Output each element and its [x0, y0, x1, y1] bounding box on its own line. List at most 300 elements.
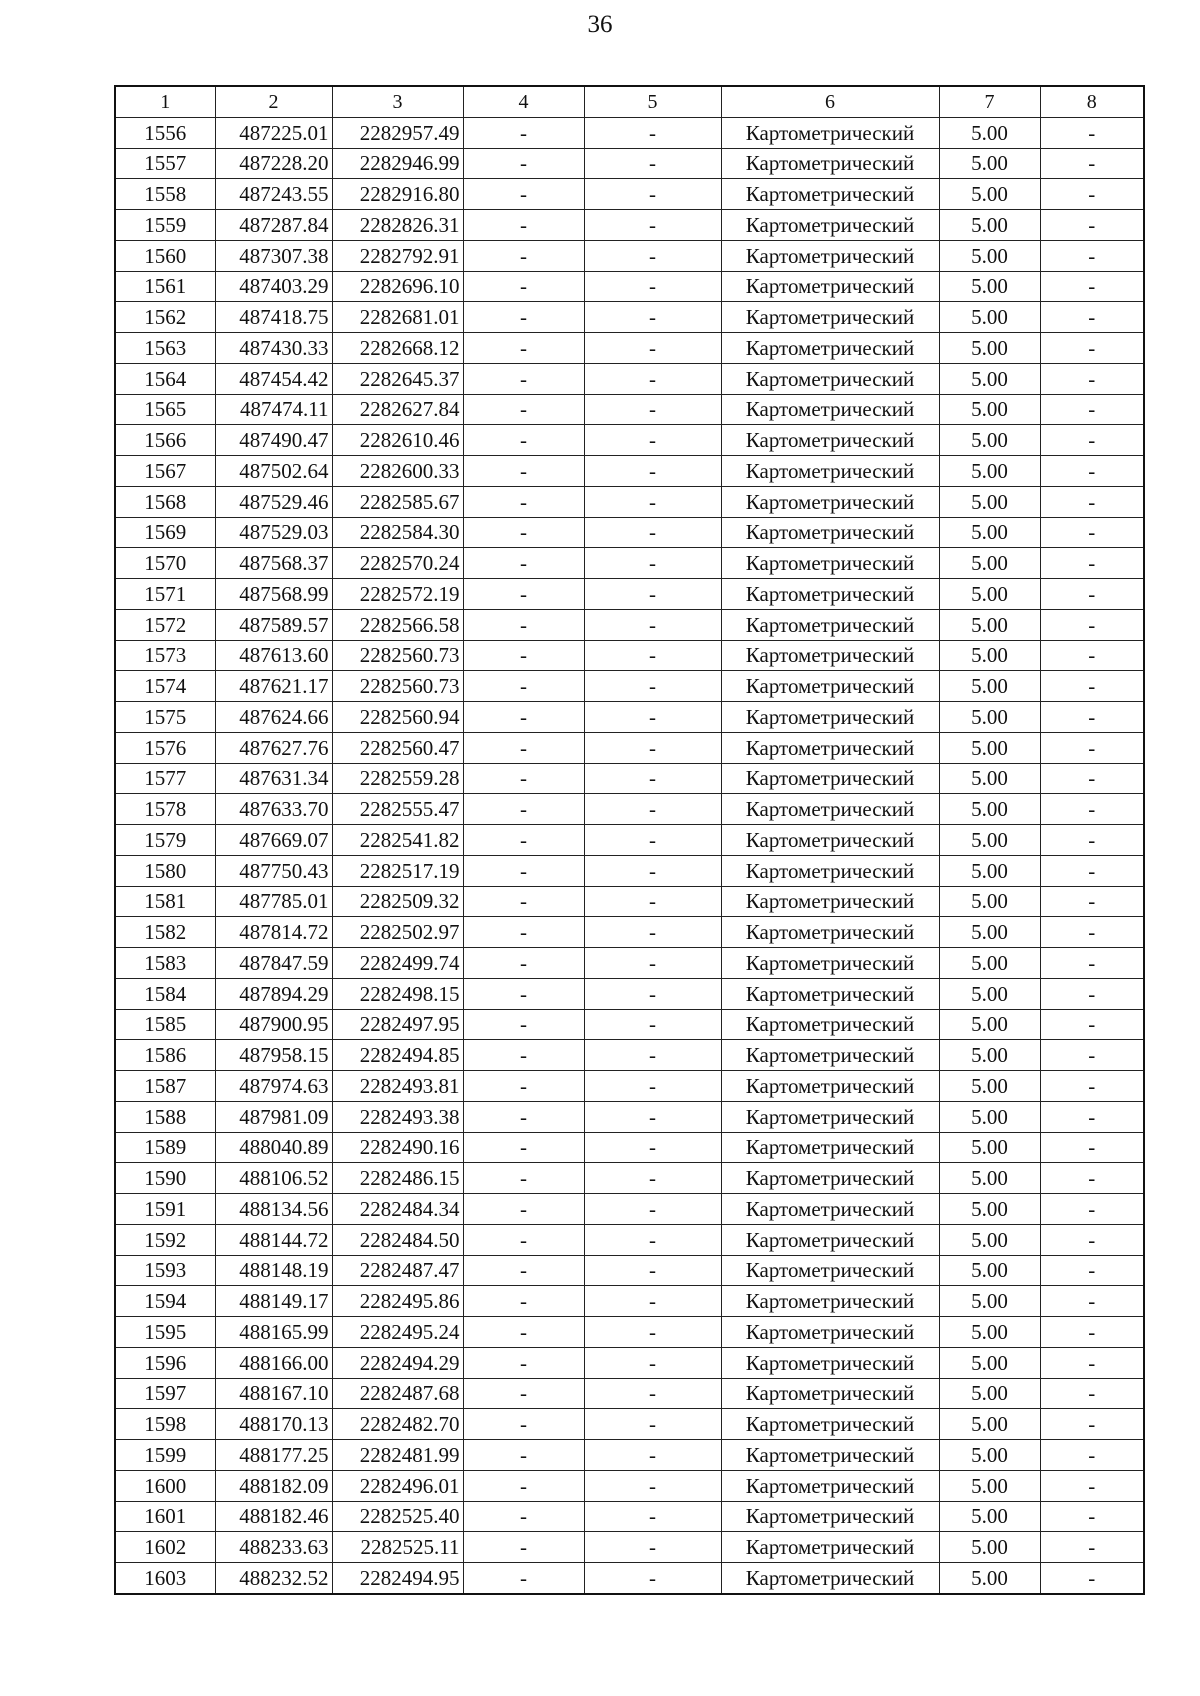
table-row — [115, 240, 1144, 271]
column-4-cell: - — [463, 1563, 584, 1594]
column-5-cell: - — [584, 671, 721, 702]
method-cell: Картометрический — [721, 394, 939, 425]
column-8-cell: - — [1040, 1286, 1144, 1317]
table-row — [115, 148, 1144, 179]
column-8-cell: - — [1040, 240, 1144, 271]
point-number-cell: 1574 — [115, 671, 215, 702]
x-coordinate-cell: 488170.13 — [215, 1409, 332, 1440]
column-4-cell: - — [463, 333, 584, 364]
column-4-cell: - — [463, 1071, 584, 1102]
column-8-cell: - — [1040, 978, 1144, 1009]
method-cell: Картометрический — [721, 948, 939, 979]
point-number-cell: 1586 — [115, 1040, 215, 1071]
x-coordinate-cell: 488166.00 — [215, 1347, 332, 1378]
x-coordinate-cell: 488148.19 — [215, 1255, 332, 1286]
table-row — [115, 486, 1144, 517]
point-number-cell: 1591 — [115, 1194, 215, 1225]
column-4-cell: - — [463, 702, 584, 733]
column-8-cell: - — [1040, 425, 1144, 456]
column-header: 1 — [115, 86, 215, 117]
point-number-cell: 1560 — [115, 240, 215, 271]
point-number-cell: 1597 — [115, 1378, 215, 1409]
accuracy-cell: 5.00 — [939, 1040, 1040, 1071]
table-row — [115, 456, 1144, 487]
point-number-cell: 1556 — [115, 117, 215, 148]
table-row — [115, 1409, 1144, 1440]
column-5-cell: - — [584, 1378, 721, 1409]
method-cell: Картометрический — [721, 179, 939, 210]
x-coordinate-cell: 487403.29 — [215, 271, 332, 302]
column-8-cell: - — [1040, 333, 1144, 364]
method-cell: Картометрический — [721, 117, 939, 148]
accuracy-cell: 5.00 — [939, 1132, 1040, 1163]
point-number-cell: 1563 — [115, 333, 215, 364]
y-coordinate-cell: 2282494.29 — [332, 1347, 463, 1378]
column-8-cell: - — [1040, 1317, 1144, 1348]
y-coordinate-cell: 2282517.19 — [332, 855, 463, 886]
x-coordinate-cell: 488177.25 — [215, 1440, 332, 1471]
y-coordinate-cell: 2282957.49 — [332, 117, 463, 148]
x-coordinate-cell: 487627.76 — [215, 732, 332, 763]
column-5-cell: - — [584, 1440, 721, 1471]
y-coordinate-cell: 2282499.74 — [332, 948, 463, 979]
y-coordinate-cell: 2282560.73 — [332, 671, 463, 702]
table-row — [115, 1101, 1144, 1132]
y-coordinate-cell: 2282497.95 — [332, 1009, 463, 1040]
column-4-cell: - — [463, 794, 584, 825]
y-coordinate-cell: 2282559.28 — [332, 763, 463, 794]
column-4-cell: - — [463, 456, 584, 487]
column-5-cell: - — [584, 117, 721, 148]
column-4-cell: - — [463, 917, 584, 948]
column-5-cell: - — [584, 1470, 721, 1501]
y-coordinate-cell: 2282509.32 — [332, 886, 463, 917]
column-4-cell: - — [463, 148, 584, 179]
column-8-cell: - — [1040, 1347, 1144, 1378]
accuracy-cell: 5.00 — [939, 394, 1040, 425]
column-8-cell: - — [1040, 1409, 1144, 1440]
column-5-cell: - — [584, 1101, 721, 1132]
table-row — [115, 1132, 1144, 1163]
column-8-cell: - — [1040, 917, 1144, 948]
column-5-cell: - — [584, 917, 721, 948]
y-coordinate-cell: 2282916.80 — [332, 179, 463, 210]
column-8-cell: - — [1040, 210, 1144, 241]
column-header: 6 — [721, 86, 939, 117]
point-number-cell: 1559 — [115, 210, 215, 241]
x-coordinate-cell: 487474.11 — [215, 394, 332, 425]
x-coordinate-cell: 487613.60 — [215, 640, 332, 671]
column-8-cell: - — [1040, 302, 1144, 333]
x-coordinate-cell: 487633.70 — [215, 794, 332, 825]
column-8-cell: - — [1040, 394, 1144, 425]
method-cell: Картометрический — [721, 1009, 939, 1040]
x-coordinate-cell: 488106.52 — [215, 1163, 332, 1194]
column-4-cell: - — [463, 886, 584, 917]
column-8-cell: - — [1040, 548, 1144, 579]
column-4-cell: - — [463, 1378, 584, 1409]
table-row — [115, 1317, 1144, 1348]
point-number-cell: 1573 — [115, 640, 215, 671]
x-coordinate-cell: 487847.59 — [215, 948, 332, 979]
table-row — [115, 1163, 1144, 1194]
x-coordinate-cell: 488134.56 — [215, 1194, 332, 1225]
column-4-cell: - — [463, 1132, 584, 1163]
column-4-cell: - — [463, 671, 584, 702]
column-8-cell: - — [1040, 1532, 1144, 1563]
accuracy-cell: 5.00 — [939, 1255, 1040, 1286]
method-cell: Картометрический — [721, 978, 939, 1009]
column-4-cell: - — [463, 1501, 584, 1532]
table-row — [115, 609, 1144, 640]
y-coordinate-cell: 2282555.47 — [332, 794, 463, 825]
table-row — [115, 517, 1144, 548]
point-number-cell: 1602 — [115, 1532, 215, 1563]
column-header: 3 — [332, 86, 463, 117]
accuracy-cell: 5.00 — [939, 210, 1040, 241]
column-8-cell: - — [1040, 517, 1144, 548]
accuracy-cell: 5.00 — [939, 1071, 1040, 1102]
accuracy-cell: 5.00 — [939, 517, 1040, 548]
accuracy-cell: 5.00 — [939, 1101, 1040, 1132]
y-coordinate-cell: 2282525.40 — [332, 1501, 463, 1532]
column-4-cell: - — [463, 548, 584, 579]
column-8-cell: - — [1040, 640, 1144, 671]
accuracy-cell: 5.00 — [939, 1317, 1040, 1348]
table-row — [115, 425, 1144, 456]
column-5-cell: - — [584, 886, 721, 917]
point-number-cell: 1593 — [115, 1255, 215, 1286]
column-5-cell: - — [584, 210, 721, 241]
table-row — [115, 302, 1144, 333]
accuracy-cell: 5.00 — [939, 1563, 1040, 1594]
column-4-cell: - — [463, 579, 584, 610]
method-cell: Картометрический — [721, 1378, 939, 1409]
table-row — [115, 855, 1144, 886]
x-coordinate-cell: 487418.75 — [215, 302, 332, 333]
accuracy-cell: 5.00 — [939, 1224, 1040, 1255]
column-5-cell: - — [584, 179, 721, 210]
point-number-cell: 1599 — [115, 1440, 215, 1471]
column-8-cell: - — [1040, 117, 1144, 148]
method-cell: Картометрический — [721, 825, 939, 856]
coordinates-table — [114, 85, 1145, 1595]
accuracy-cell: 5.00 — [939, 240, 1040, 271]
method-cell: Картометрический — [721, 763, 939, 794]
column-8-cell: - — [1040, 1071, 1144, 1102]
accuracy-cell: 5.00 — [939, 456, 1040, 487]
method-cell: Картометрический — [721, 1286, 939, 1317]
y-coordinate-cell: 2282498.15 — [332, 978, 463, 1009]
method-cell: Картометрический — [721, 1532, 939, 1563]
column-4-cell: - — [463, 1317, 584, 1348]
accuracy-cell: 5.00 — [939, 1440, 1040, 1471]
x-coordinate-cell: 487228.20 — [215, 148, 332, 179]
column-4-cell: - — [463, 1194, 584, 1225]
y-coordinate-cell: 2282600.33 — [332, 456, 463, 487]
accuracy-cell: 5.00 — [939, 1009, 1040, 1040]
column-4-cell: - — [463, 948, 584, 979]
point-number-cell: 1583 — [115, 948, 215, 979]
column-4-cell: - — [463, 825, 584, 856]
x-coordinate-cell: 487568.37 — [215, 548, 332, 579]
y-coordinate-cell: 2282481.99 — [332, 1440, 463, 1471]
y-coordinate-cell: 2282494.85 — [332, 1040, 463, 1071]
table-row — [115, 363, 1144, 394]
method-cell: Картометрический — [721, 1563, 939, 1594]
method-cell: Картометрический — [721, 1409, 939, 1440]
x-coordinate-cell: 488149.17 — [215, 1286, 332, 1317]
column-5-cell: - — [584, 1563, 721, 1594]
accuracy-cell: 5.00 — [939, 1286, 1040, 1317]
point-number-cell: 1580 — [115, 855, 215, 886]
column-4-cell: - — [463, 978, 584, 1009]
table-row — [115, 1347, 1144, 1378]
accuracy-cell: 5.00 — [939, 548, 1040, 579]
column-5-cell: - — [584, 1009, 721, 1040]
column-8-cell: - — [1040, 732, 1144, 763]
point-number-cell: 1588 — [115, 1101, 215, 1132]
method-cell: Картометрический — [721, 855, 939, 886]
column-5-cell: - — [584, 333, 721, 364]
column-8-cell: - — [1040, 794, 1144, 825]
method-cell: Картометрический — [721, 1317, 939, 1348]
accuracy-cell: 5.00 — [939, 917, 1040, 948]
column-4-cell: - — [463, 1409, 584, 1440]
y-coordinate-cell: 2282487.68 — [332, 1378, 463, 1409]
column-5-cell: - — [584, 794, 721, 825]
y-coordinate-cell: 2282681.01 — [332, 302, 463, 333]
table-row — [115, 886, 1144, 917]
y-coordinate-cell: 2282525.11 — [332, 1532, 463, 1563]
x-coordinate-cell: 488167.10 — [215, 1378, 332, 1409]
column-8-cell: - — [1040, 1163, 1144, 1194]
point-number-cell: 1558 — [115, 179, 215, 210]
point-number-cell: 1587 — [115, 1071, 215, 1102]
table-row — [115, 271, 1144, 302]
method-cell: Картометрический — [721, 1347, 939, 1378]
column-4-cell: - — [463, 363, 584, 394]
column-4-cell: - — [463, 117, 584, 148]
column-5-cell: - — [584, 1286, 721, 1317]
y-coordinate-cell: 2282570.24 — [332, 548, 463, 579]
column-4-cell: - — [463, 394, 584, 425]
accuracy-cell: 5.00 — [939, 148, 1040, 179]
y-coordinate-cell: 2282502.97 — [332, 917, 463, 948]
x-coordinate-cell: 487568.99 — [215, 579, 332, 610]
point-number-cell: 1570 — [115, 548, 215, 579]
column-5-cell: - — [584, 517, 721, 548]
x-coordinate-cell: 487589.57 — [215, 609, 332, 640]
method-cell: Картометрический — [721, 640, 939, 671]
column-4-cell: - — [463, 486, 584, 517]
x-coordinate-cell: 488232.52 — [215, 1563, 332, 1594]
accuracy-cell: 5.00 — [939, 640, 1040, 671]
y-coordinate-cell: 2282566.58 — [332, 609, 463, 640]
point-number-cell: 1561 — [115, 271, 215, 302]
point-number-cell: 1571 — [115, 579, 215, 610]
column-5-cell: - — [584, 1347, 721, 1378]
table-row — [115, 978, 1144, 1009]
column-4-cell: - — [463, 271, 584, 302]
column-header: 8 — [1040, 86, 1144, 117]
point-number-cell: 1569 — [115, 517, 215, 548]
y-coordinate-cell: 2282495.86 — [332, 1286, 463, 1317]
accuracy-cell: 5.00 — [939, 948, 1040, 979]
accuracy-cell: 5.00 — [939, 1470, 1040, 1501]
accuracy-cell: 5.00 — [939, 1163, 1040, 1194]
method-cell: Картометрический — [721, 1501, 939, 1532]
table-row — [115, 732, 1144, 763]
column-5-cell: - — [584, 978, 721, 1009]
column-5-cell: - — [584, 271, 721, 302]
method-cell: Картометрический — [721, 425, 939, 456]
y-coordinate-cell: 2282668.12 — [332, 333, 463, 364]
table-row — [115, 763, 1144, 794]
y-coordinate-cell: 2282496.01 — [332, 1470, 463, 1501]
method-cell: Картометрический — [721, 794, 939, 825]
column-4-cell: - — [463, 240, 584, 271]
point-number-cell: 1589 — [115, 1132, 215, 1163]
column-8-cell: - — [1040, 363, 1144, 394]
column-4-cell: - — [463, 763, 584, 794]
point-number-cell: 1578 — [115, 794, 215, 825]
accuracy-cell: 5.00 — [939, 702, 1040, 733]
accuracy-cell: 5.00 — [939, 425, 1040, 456]
column-header: 4 — [463, 86, 584, 117]
x-coordinate-cell: 487981.09 — [215, 1101, 332, 1132]
column-5-cell: - — [584, 948, 721, 979]
accuracy-cell: 5.00 — [939, 794, 1040, 825]
method-cell: Картометрический — [721, 1040, 939, 1071]
y-coordinate-cell: 2282484.34 — [332, 1194, 463, 1225]
column-5-cell: - — [584, 1317, 721, 1348]
column-5-cell: - — [584, 1194, 721, 1225]
column-4-cell: - — [463, 732, 584, 763]
column-4-cell: - — [463, 1163, 584, 1194]
accuracy-cell: 5.00 — [939, 671, 1040, 702]
y-coordinate-cell: 2282610.46 — [332, 425, 463, 456]
accuracy-cell: 5.00 — [939, 825, 1040, 856]
table-row — [115, 702, 1144, 733]
table-row — [115, 825, 1144, 856]
column-8-cell: - — [1040, 456, 1144, 487]
point-number-cell: 1601 — [115, 1501, 215, 1532]
column-5-cell: - — [584, 148, 721, 179]
column-8-cell: - — [1040, 609, 1144, 640]
accuracy-cell: 5.00 — [939, 1378, 1040, 1409]
column-8-cell: - — [1040, 671, 1144, 702]
column-4-cell: - — [463, 1255, 584, 1286]
table-row — [115, 1255, 1144, 1286]
point-number-cell: 1596 — [115, 1347, 215, 1378]
table-row — [115, 1286, 1144, 1317]
column-8-cell: - — [1040, 271, 1144, 302]
x-coordinate-cell: 487750.43 — [215, 855, 332, 886]
point-number-cell: 1577 — [115, 763, 215, 794]
column-5-cell: - — [584, 486, 721, 517]
y-coordinate-cell: 2282486.15 — [332, 1163, 463, 1194]
y-coordinate-cell: 2282541.82 — [332, 825, 463, 856]
table-row — [115, 640, 1144, 671]
column-4-cell: - — [463, 855, 584, 886]
method-cell: Картометрический — [721, 1194, 939, 1225]
table-row — [115, 579, 1144, 610]
table-row — [115, 1071, 1144, 1102]
table-row — [115, 117, 1144, 148]
accuracy-cell: 5.00 — [939, 763, 1040, 794]
column-5-cell: - — [584, 363, 721, 394]
x-coordinate-cell: 487243.55 — [215, 179, 332, 210]
x-coordinate-cell: 488182.46 — [215, 1501, 332, 1532]
point-number-cell: 1582 — [115, 917, 215, 948]
table-row — [115, 394, 1144, 425]
column-4-cell: - — [463, 640, 584, 671]
column-header: 7 — [939, 86, 1040, 117]
column-5-cell: - — [584, 1255, 721, 1286]
accuracy-cell: 5.00 — [939, 1501, 1040, 1532]
method-cell: Картометрический — [721, 210, 939, 241]
column-8-cell: - — [1040, 1224, 1144, 1255]
column-8-cell: - — [1040, 1470, 1144, 1501]
method-cell: Картометрический — [721, 363, 939, 394]
table-row — [115, 948, 1144, 979]
method-cell: Картометрический — [721, 886, 939, 917]
table-row — [115, 794, 1144, 825]
column-5-cell: - — [584, 825, 721, 856]
column-8-cell: - — [1040, 1040, 1144, 1071]
column-8-cell: - — [1040, 948, 1144, 979]
y-coordinate-cell: 2282560.94 — [332, 702, 463, 733]
x-coordinate-cell: 488165.99 — [215, 1317, 332, 1348]
table-row — [115, 917, 1144, 948]
point-number-cell: 1557 — [115, 148, 215, 179]
column-4-cell: - — [463, 1440, 584, 1471]
method-cell: Картометрический — [721, 548, 939, 579]
column-5-cell: - — [584, 579, 721, 610]
y-coordinate-cell: 2282627.84 — [332, 394, 463, 425]
point-number-cell: 1584 — [115, 978, 215, 1009]
accuracy-cell: 5.00 — [939, 732, 1040, 763]
column-8-cell: - — [1040, 1501, 1144, 1532]
point-number-cell: 1603 — [115, 1563, 215, 1594]
column-5-cell: - — [584, 302, 721, 333]
y-coordinate-cell: 2282495.24 — [332, 1317, 463, 1348]
point-number-cell: 1568 — [115, 486, 215, 517]
column-5-cell: - — [584, 732, 721, 763]
table-row — [115, 1563, 1144, 1594]
x-coordinate-cell: 487529.46 — [215, 486, 332, 517]
accuracy-cell: 5.00 — [939, 1532, 1040, 1563]
method-cell: Картометрический — [721, 702, 939, 733]
y-coordinate-cell: 2282560.73 — [332, 640, 463, 671]
method-cell: Картометрический — [721, 486, 939, 517]
column-4-cell: - — [463, 302, 584, 333]
accuracy-cell: 5.00 — [939, 302, 1040, 333]
column-4-cell: - — [463, 1532, 584, 1563]
y-coordinate-cell: 2282493.81 — [332, 1071, 463, 1102]
column-5-cell: - — [584, 240, 721, 271]
point-number-cell: 1594 — [115, 1286, 215, 1317]
point-number-cell: 1576 — [115, 732, 215, 763]
column-4-cell: - — [463, 1470, 584, 1501]
method-cell: Картометрический — [721, 240, 939, 271]
column-5-cell: - — [584, 1132, 721, 1163]
accuracy-cell: 5.00 — [939, 1194, 1040, 1225]
column-8-cell: - — [1040, 1194, 1144, 1225]
column-5-cell: - — [584, 640, 721, 671]
column-5-cell: - — [584, 548, 721, 579]
